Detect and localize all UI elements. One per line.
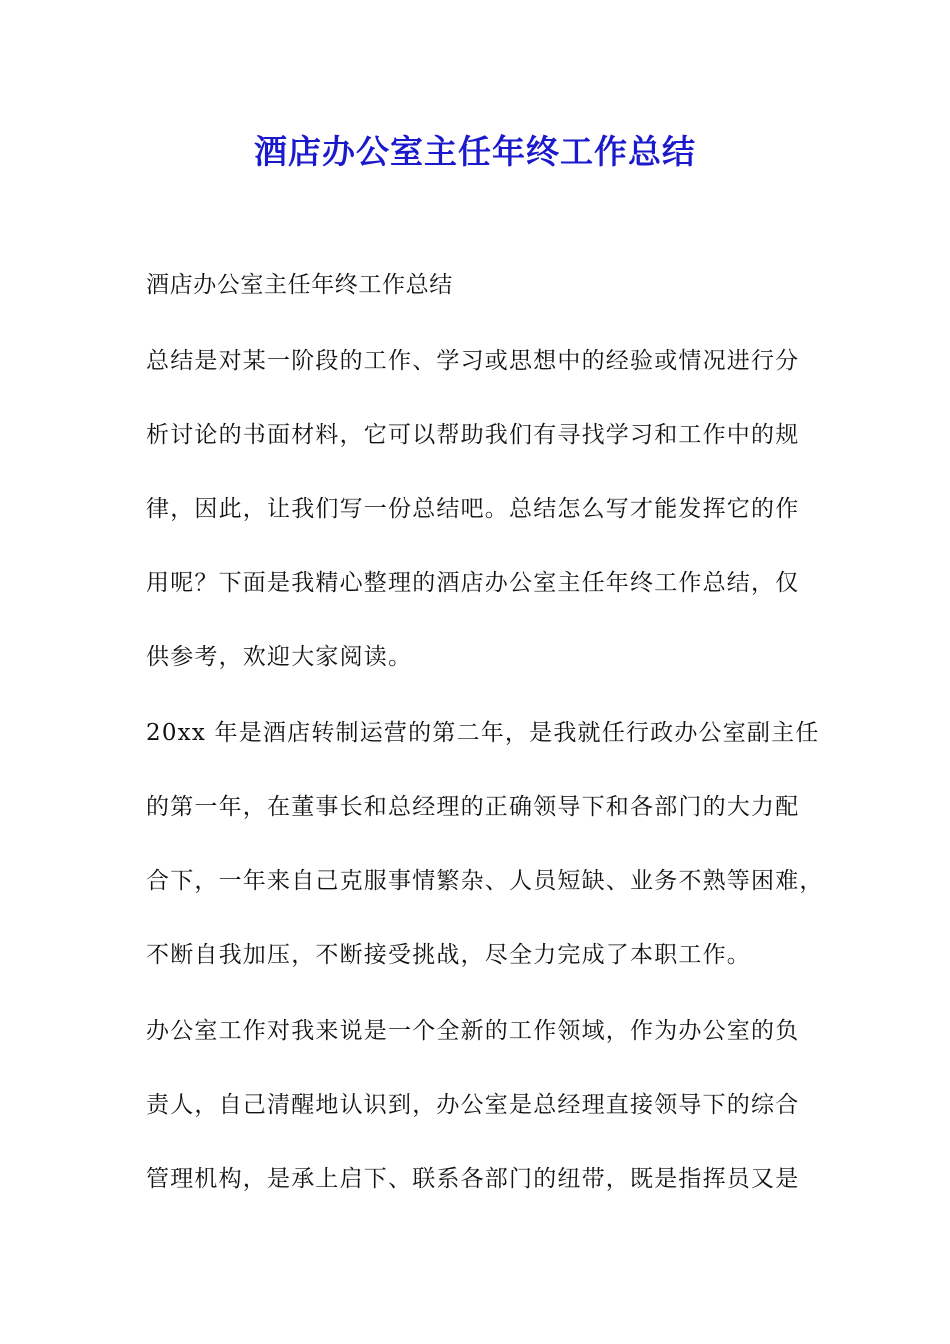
- paragraph-line: 的第一年，在董事长和总经理的正确领导下和各部门的大力配: [146, 794, 800, 820]
- document-title: 酒店办公室主任年终工作总结: [254, 132, 696, 171]
- paragraph-line: 用呢？下面是我精心整理的酒店办公室主任年终工作总结，仅: [146, 570, 800, 596]
- paragraph-line: 总结是对某一阶段的工作、学习或思想中的经验或情况进行分: [146, 348, 800, 374]
- paragraph-line: 供参考，欢迎大家阅读。: [146, 644, 413, 670]
- paragraph-line: 责人，自己清醒地认识到，办公室是总经理直接领导下的综合: [146, 1092, 800, 1118]
- paragraph-line: 律，因此，让我们写一份总结吧。总结怎么写才能发挥它的作: [146, 496, 800, 522]
- paragraph-line: 办公室工作对我来说是一个全新的工作领域，作为办公室的负: [146, 1018, 800, 1044]
- paragraph-line: 合下，一年来自己克服事情繁杂、人员短缺、业务不熟等困难，: [146, 868, 824, 894]
- paragraph-line: 不断自我加压，不断接受挑战，尽全力完成了本职工作。: [146, 942, 751, 968]
- paragraph-line: 20xx 年是酒店转制运营的第二年，是我就任行政办公室副主任: [146, 720, 820, 746]
- document-subtitle: 酒店办公室主任年终工作总结: [146, 272, 453, 298]
- paragraph-line: 析讨论的书面材料，它可以帮助我们有寻找学习和工作中的规: [146, 422, 800, 448]
- paragraph-line: 管理机构，是承上启下、联系各部门的纽带，既是指挥员又是: [146, 1166, 800, 1192]
